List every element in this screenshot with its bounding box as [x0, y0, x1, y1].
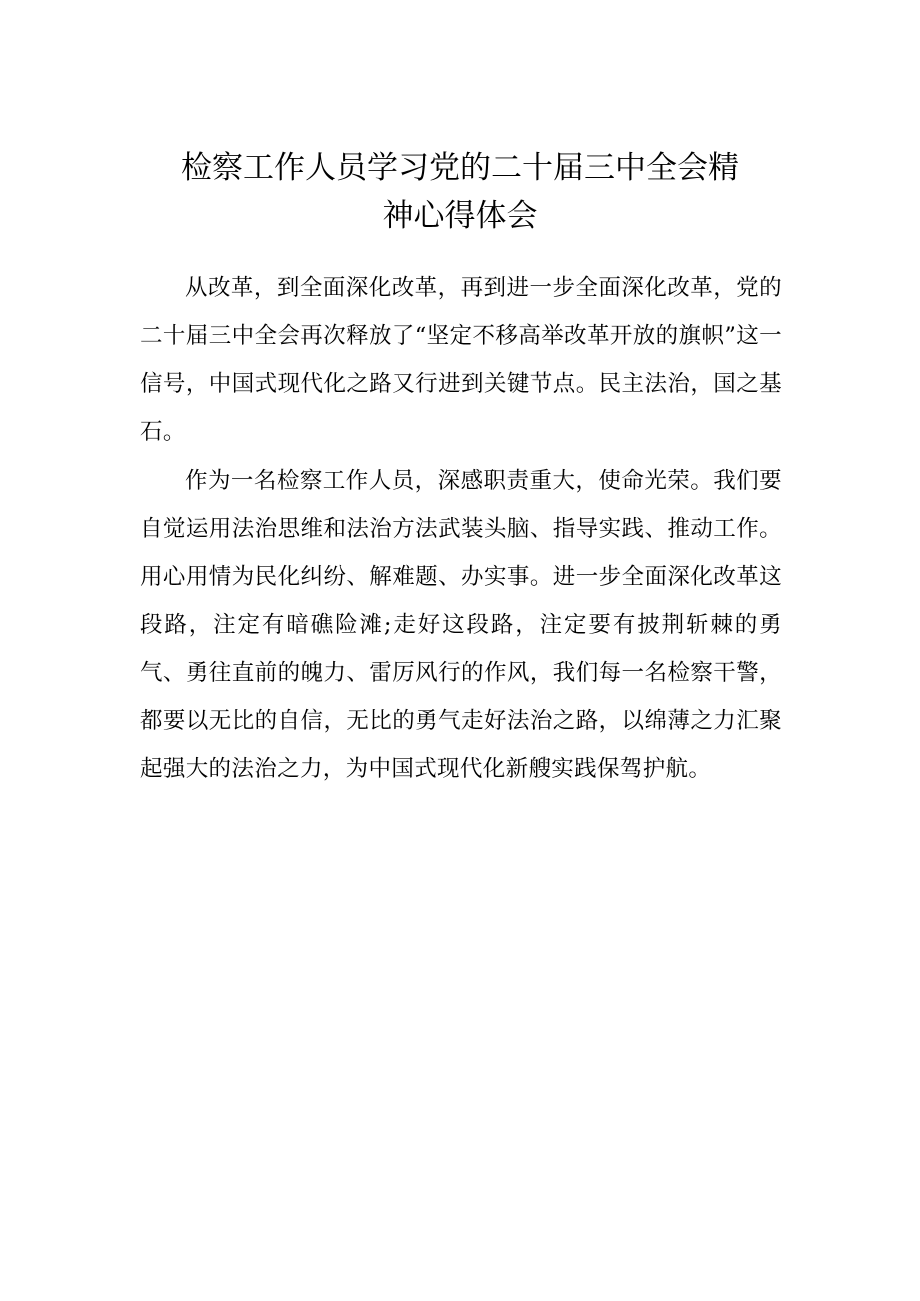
document-title-line-1: 检察工作人员学习党的二十届三中全会精 [181, 150, 739, 186]
paragraph-1-block [140, 264, 782, 456]
document-title-line-2: 神心得体会 [382, 198, 538, 234]
paragraph-2-block [140, 457, 782, 793]
paragraph-1: 从改革，到全面深化改革，再到进一步全面深化改革，党的二十届三中全会再次释放了“坚定不移高举改革开放的旗帜”这一信号，中国式现代化之路又行进到关键节点。民主法治，国之基石。 [140, 275, 782, 445]
paragraph-2: 作为一名检察工作人员，深感职责重大，使命光荣。我们要自觉运用法治思维和法治方法武装头脑、指导实践、推动工作。用心用情为民化纠纷、解难题、办实事。进一步全面深化改革这段路，注定有暗礁险滩;走好这段路，注定要有披荆斩棘的勇气、勇往直前的魄力、雷厉风行的作风，我们每一名检察干警，都要以无比的自信，无比的勇气走好法治之路，以绵薄之力汇聚起强大的法治之力，为中国式现代化新艘实践保驾护航。 [140, 468, 782, 782]
